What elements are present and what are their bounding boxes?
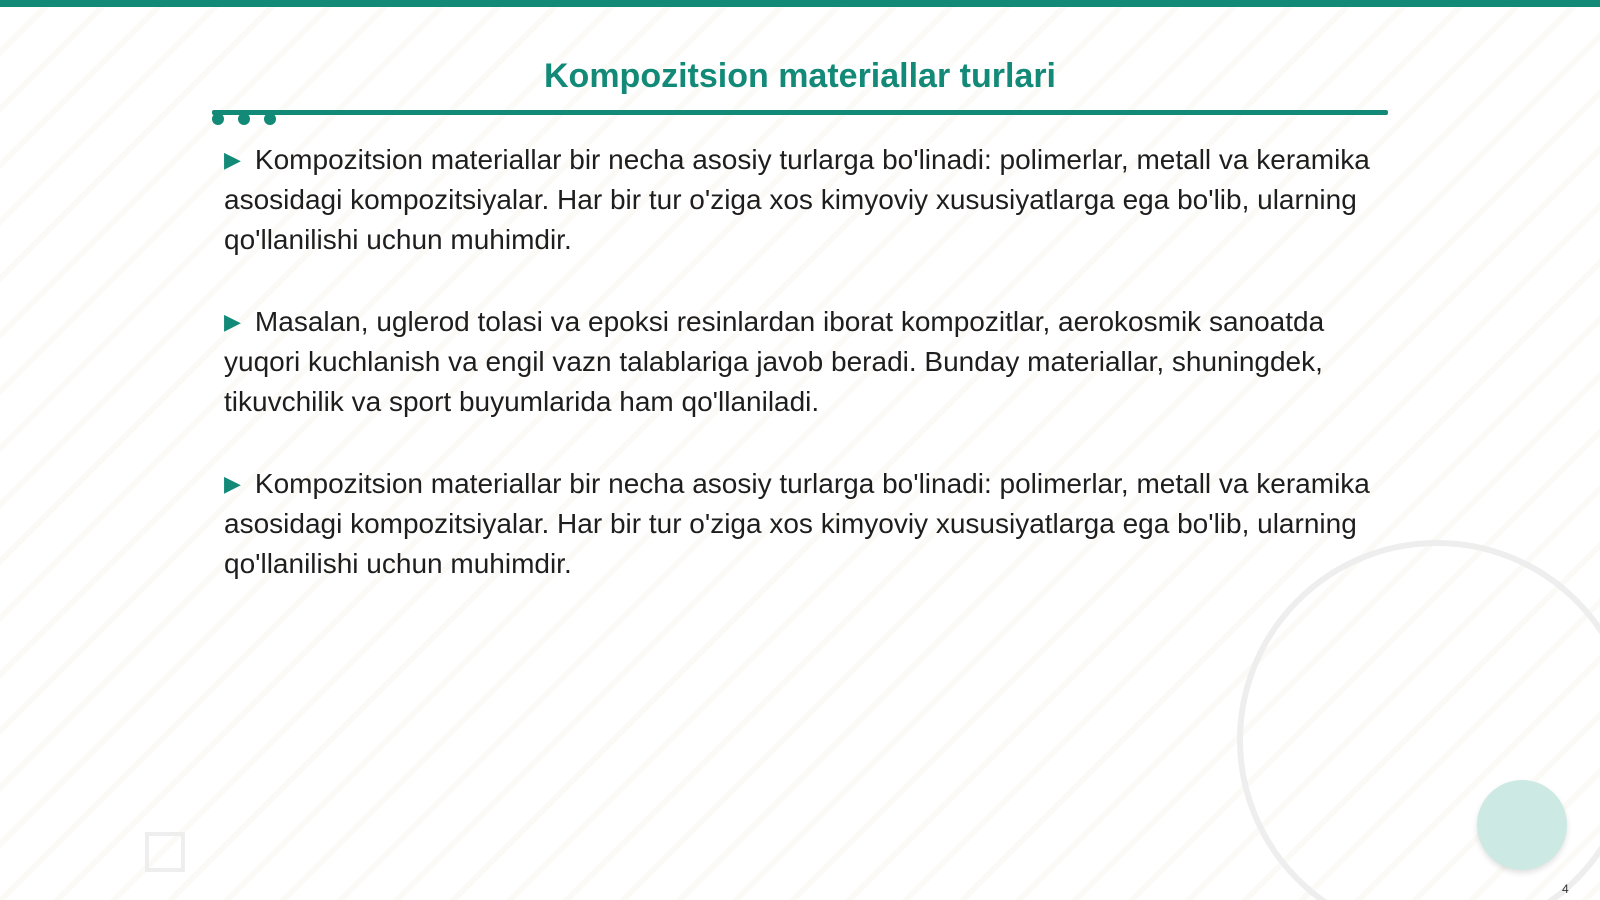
- decorative-dots: [212, 113, 282, 125]
- bullet-text: Masalan, uglerod tolasi va epoksi resinlardan iborat kompozitlar, aerokosmik sanoatda yuqori kuchlanish va engil vazn talablariga javob beradi. Bunday materiallar, shuningdek, tikuvchilik va sport buyumlarida ham qo'llaniladi.: [224, 306, 1325, 417]
- triangle-right-icon: ▶: [224, 309, 241, 334]
- bullet-text: Kompozitsion materiallar bir necha asosiy turlarga bo'linadi: polimerlar, metall va keramika asosidagi kompozitsiyalar. Har bir tur o'ziga xos kimyoviy xususiyatlarga ega bo'lib, ularning qo'llanilishi uchun muhimdir.: [224, 468, 1370, 579]
- slide-title: Kompozitsion materiallar turlari: [544, 57, 1056, 95]
- top-accent-bar: [0, 0, 1600, 7]
- title-underline: [212, 110, 1388, 115]
- dot-icon: [264, 113, 276, 125]
- dot-icon: [212, 113, 224, 125]
- triangle-right-icon: ▶: [224, 471, 241, 496]
- bullet-item: [224, 464, 1374, 584]
- triangle-right-icon: ▶: [224, 147, 241, 172]
- bullet-item: [224, 140, 1374, 260]
- decorative-square: [145, 832, 185, 872]
- bullet-text: Kompozitsion materiallar bir necha asosiy turlarga bo'linadi: polimerlar, metall va keramika asosidagi kompozitsiyalar. Har bir tur o'ziga xos kimyoviy xususiyatlarga ega bo'lib, ularning qo'llanilishi uchun muhimdir.: [224, 144, 1370, 255]
- bullet-list: [224, 140, 1374, 626]
- dot-icon: [238, 113, 250, 125]
- bullet-item: [224, 302, 1374, 422]
- decorative-circle: [1477, 780, 1567, 870]
- page-number: 4: [1562, 882, 1569, 896]
